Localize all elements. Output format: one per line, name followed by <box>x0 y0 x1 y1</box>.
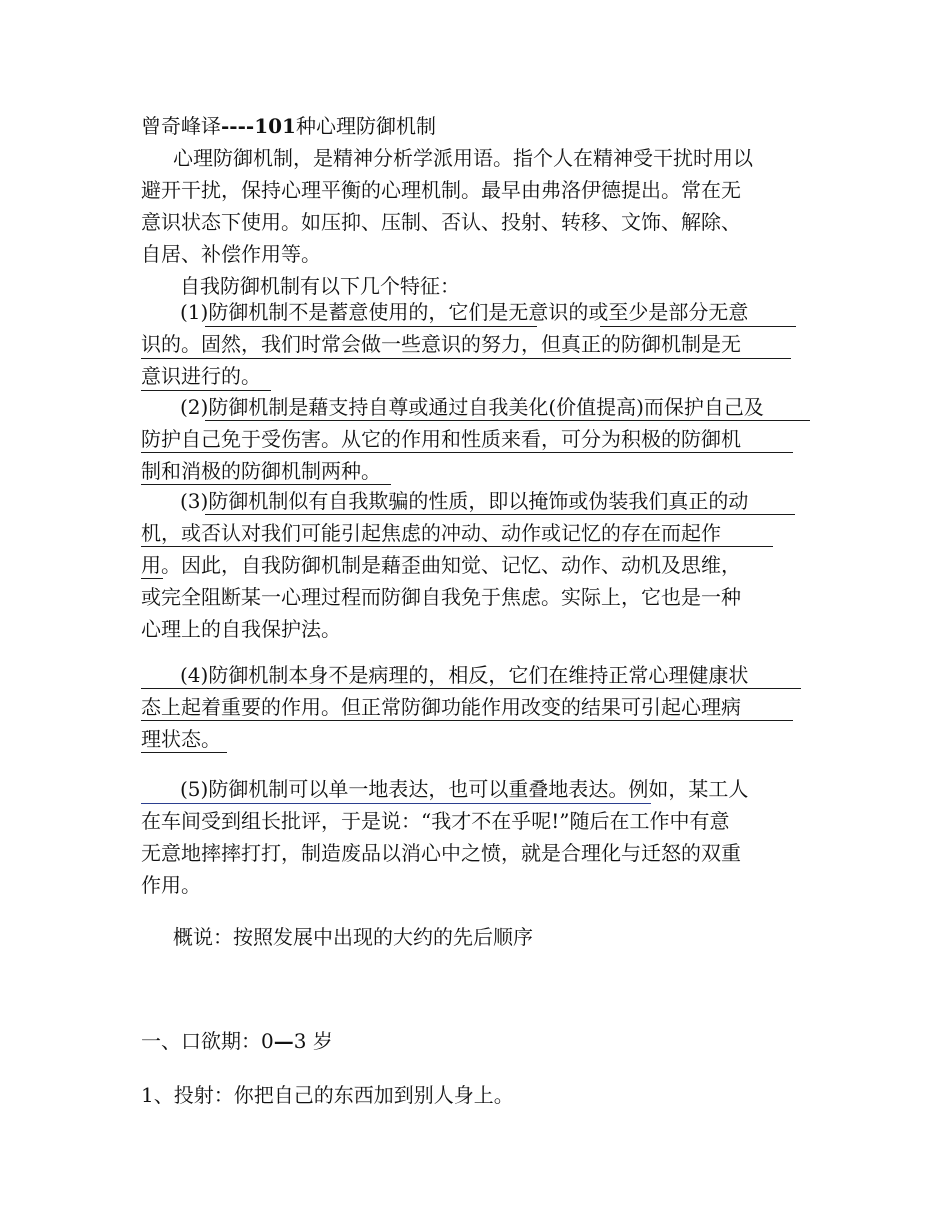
underline <box>141 358 791 359</box>
feature2-line-3: 制和消极的防御机制两种。 <box>141 459 381 483</box>
title-rest: 种心理防御机制 <box>295 114 436 138</box>
underline <box>141 452 793 453</box>
underline <box>141 803 651 804</box>
features-intro: 自我防御机制有以下几个特征： <box>180 274 460 298</box>
feature5-line-1: (5)防御机制可以单一地表达，也可以重叠地表达。例如，某工人 <box>180 777 749 801</box>
stage-heading-dash: — <box>273 1029 294 1053</box>
title-author: 曾奇峰译 <box>141 114 221 138</box>
item-projection: 1、投射：你把自己的东西加到别人身上。 <box>141 1083 514 1107</box>
feature5-line-3: 无意地摔摔打打，制造废品以消心中之愤，就是合理化与迁怒的双重 <box>141 841 741 865</box>
underline <box>205 326 537 327</box>
feature2-line-1: (2)防御机制是藉支持自尊或通过自我美化(价值提高)而保护自己及 <box>180 395 764 419</box>
feature1-line-3: 意识进行的。 <box>141 364 261 388</box>
feature3-line-3: 用。因此，自我防御机制是藉歪曲知觉、记忆、动作、动机及思维， <box>141 553 741 577</box>
intro-line-4: 自居、补偿作用等。 <box>141 242 321 266</box>
stage-heading-suffix: 3 岁 <box>293 1029 333 1053</box>
underline <box>141 578 163 579</box>
underline <box>205 420 810 421</box>
feature4-line-1: (4)防御机制本身不是病理的，相反，它们在维持正常心理健康状 <box>180 663 749 687</box>
underline <box>141 546 773 547</box>
feature4-line-3: 理状态。 <box>141 727 221 751</box>
feature5-line-2: 在车间受到组长批评，于是说：“我才不在乎呢!”随后在工作中有意 <box>141 809 730 833</box>
underline <box>141 720 793 721</box>
stage-heading-oral <box>141 1025 333 1057</box>
feature2-line-2: 防护自己免于受伤害。从它的作用和性质来看，可分为积极的防御机 <box>141 427 741 451</box>
overview-line: 概说：按照发展中出现的大约的先后顺序 <box>173 925 533 949</box>
document-title <box>141 110 436 142</box>
title-number: 101 <box>254 114 296 138</box>
intro-line-1: 心理防御机制，是精神分析学派用语。指个人在精神受干扰时用以 <box>173 146 753 170</box>
intro-line-3: 意识状态下使用。如压抑、压制、否认、投射、转移、文饰、解除、 <box>141 210 741 234</box>
intro-line-2: 避开干扰，保持心理平衡的心理机制。最早由弗洛伊德提出。常在无 <box>141 178 741 202</box>
feature4-line-2: 态上起着重要的作用。但正常防御功能作用改变的结果可引起心理病 <box>141 695 741 719</box>
feature3-line-2: 机，或否认对我们可能引起焦虑的冲动、动作或记忆的存在而起作 <box>141 521 721 545</box>
feature5-line-4: 作用。 <box>141 873 201 897</box>
underline <box>600 326 796 327</box>
underline <box>141 752 227 753</box>
feature3-line-4: 或完全阻断某一心理过程而防御自我免于焦虑。实际上，它也是一种 <box>141 585 741 609</box>
feature1-line-1: (1)防御机制不是蓄意使用的，它们是无意识的或至少是部分无意 <box>180 300 749 324</box>
feature3-line-1: (3)防御机制似有自我欺骗的性质，即以掩饰或伪装我们真正的动 <box>180 489 749 513</box>
underline <box>141 688 801 689</box>
feature1-line-2: 识的。固然，我们时常会做一些意识的努力，但真正的防御机制是无 <box>141 332 741 356</box>
underline <box>205 514 795 515</box>
stage-heading-prefix: 一、口欲期：0 <box>141 1029 274 1053</box>
title-dashes: ---- <box>221 114 255 138</box>
feature3-line-5: 心理上的自我保护法。 <box>141 617 341 641</box>
